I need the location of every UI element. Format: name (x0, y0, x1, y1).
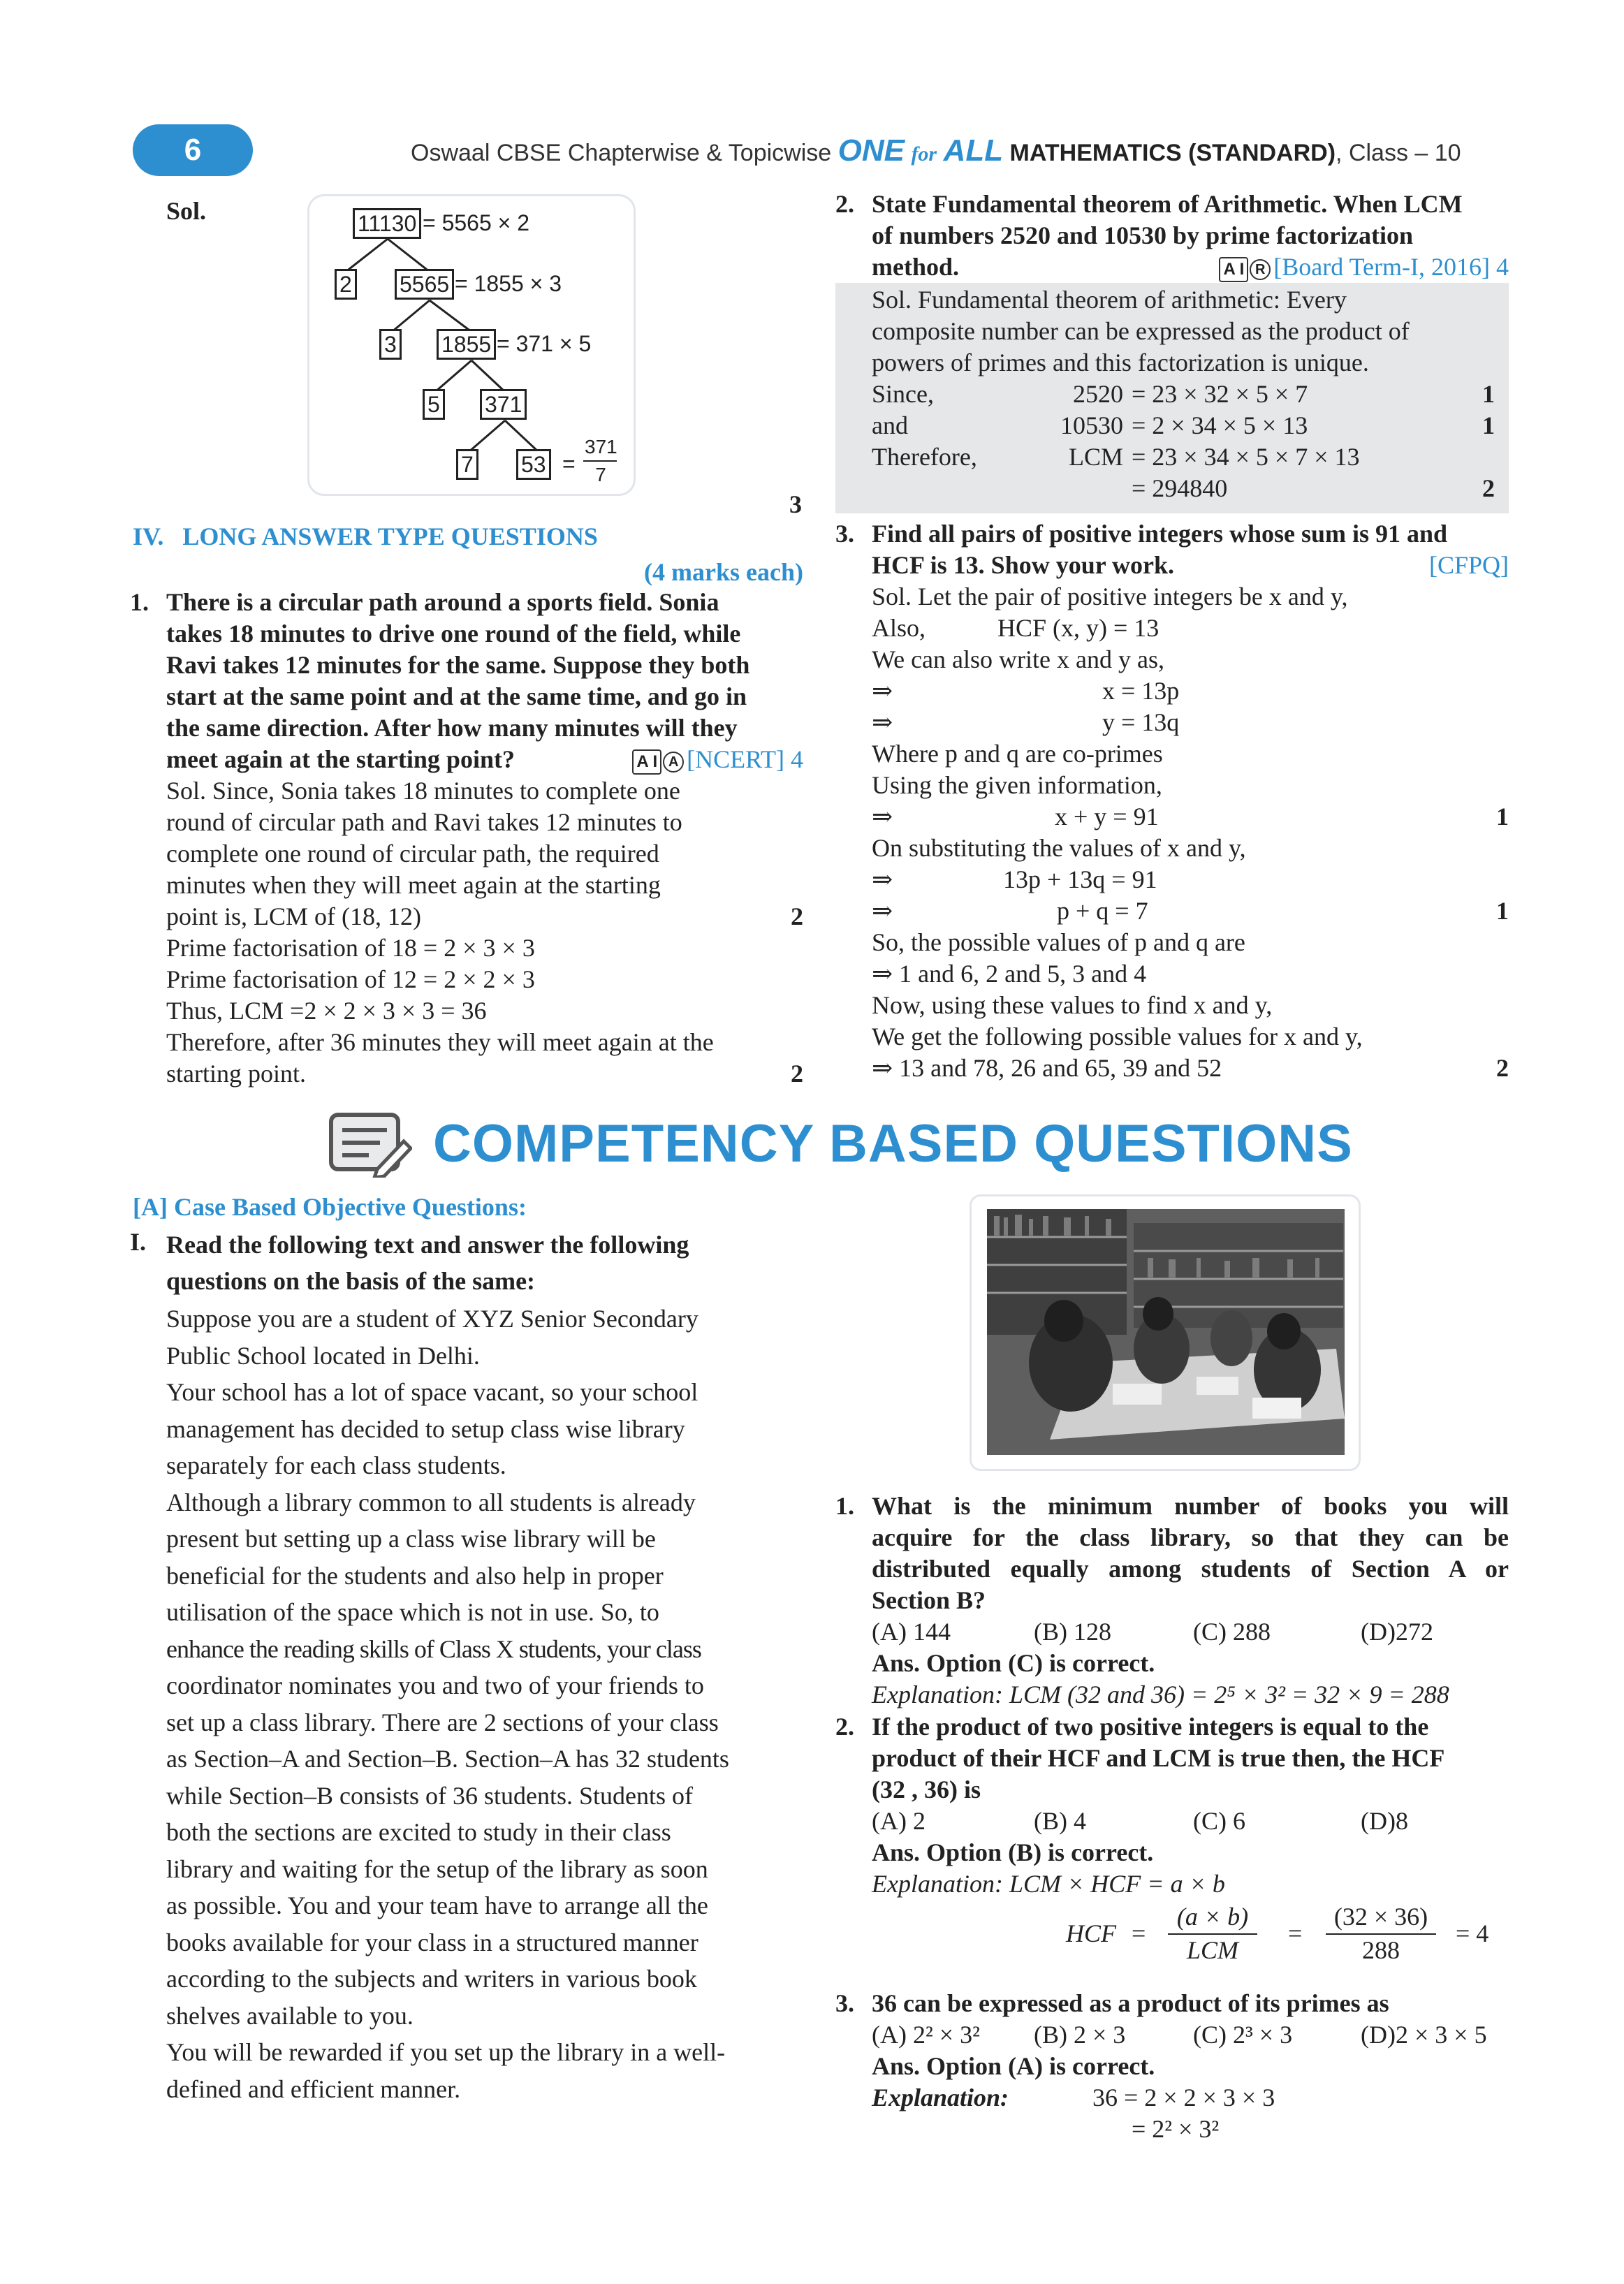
answer-line: Ans. Option (B) is correct. (872, 1838, 1154, 1866)
options-row (872, 2019, 1509, 2051)
ai-tag: A I (632, 749, 661, 775)
section-iv-marks: (4 marks each) (644, 558, 803, 586)
factor-row: Since, 2520 = 23 × 32 × 5 × 7 1 (872, 380, 1495, 408)
solution-line: Sol. Let the pair of positive integers be x and y, (872, 583, 1348, 610)
solution-line: Where p and q are co-primes (872, 740, 1163, 768)
option-b[interactable]: (B) 128 (1034, 1618, 1111, 1646)
question-line: distributed equally among students of Section A or (872, 1555, 1509, 1583)
option-a[interactable]: (A) 144 (872, 1618, 951, 1646)
library-photo-card (970, 1194, 1361, 1471)
solution-line: ⇒ 13 and 78, 26 and 65, 39 and 52 2 (872, 1054, 1509, 1082)
solution-line: ⇒ x = 13p (872, 677, 1180, 705)
tree-eq-1855: = 371 × 5 (497, 331, 592, 356)
question-line: Find all pairs of positive integers whose sum is 91 and (872, 520, 1448, 548)
running-header (411, 131, 1509, 170)
solution-line: Sol. Fundamental theorem of arithmetic: Every (872, 286, 1347, 314)
competency-title: COMPETENCY BASED QUESTIONS (433, 1114, 1353, 1173)
fraction-2-num: (32 × 36) (1333, 1903, 1428, 1931)
solution-line: powers of primes and this factorization is unique. (872, 349, 1369, 376)
eq-sign: = (1132, 1919, 1146, 1947)
case-heading: [A] Case Based Objective Questions: (133, 1193, 527, 1221)
answer-line: Ans. Option (C) is correct. (872, 1649, 1155, 1677)
solution-line: Now, using these values to find x and y, (872, 991, 1273, 1019)
tree-node-5565: 5565 (395, 269, 454, 300)
tree-node-53: 53 (516, 449, 551, 480)
question-line: Section B? (872, 1586, 986, 1614)
solution-line: round of circular path and Ravi takes 12 minutes to (166, 808, 682, 836)
solution-line: Therefore, after 36 minutes they will meet again at the (166, 1028, 714, 1056)
solution-line: ⇒ x + y = 91 1 (872, 803, 1509, 830)
tree-node-11130: 11130 (353, 208, 421, 239)
tree-node-7: 7 (456, 449, 478, 480)
tree-node-2: 2 (335, 269, 357, 300)
options-row (872, 1806, 1509, 1837)
explanation-line: Explanation: LCM (32 and 36) = 2⁵ × 3² = 32 × 9 = 288 (872, 1681, 1449, 1708)
solution-line: Using the given information, (872, 771, 1162, 799)
explanation-label: Explanation: (872, 2084, 1009, 2111)
series-title: Oswaal CBSE Chapterwise & Topicwise (411, 140, 832, 166)
tree-sol-label: Sol. (166, 197, 207, 225)
tree-node-371: 371 (480, 389, 527, 420)
solution-line: ⇒ 1 and 6, 2 and 5, 3 and 4 (872, 960, 1147, 988)
question-line: What is the minimum number of books you will (872, 1492, 1509, 1520)
solution-line: Also, HCF (x, y) = 13 (872, 614, 1160, 642)
question-line: State Fundamental theorem of Arithmetic. When LCM (872, 190, 1463, 218)
solution-line: ⇒ 13p + 13q = 91 (872, 865, 1157, 893)
brand-logo: ONE for ALL (837, 133, 1004, 168)
question-line: Ravi takes 12 minutes for the same. Suppose they both (166, 651, 750, 679)
section-iv-title: IV. LONG ANSWER TYPE QUESTIONS (133, 522, 598, 550)
option-a[interactable]: (A) 2² × 3² (872, 2021, 980, 2049)
option-c[interactable]: (C) 288 (1193, 1618, 1271, 1646)
tree-eq-11130: = 5565 × 2 (423, 210, 530, 235)
solution-line: ⇒ y = 13q (872, 708, 1180, 736)
option-b[interactable]: (B) 2 × 3 (1034, 2021, 1126, 2049)
solution-line: On substituting the values of x and y, (872, 834, 1246, 862)
option-c[interactable]: (C) 2³ × 3 (1193, 2021, 1293, 2049)
question-line: method. (872, 253, 959, 281)
question-line: acquire for the class library, so that they can be (872, 1523, 1509, 1551)
question-line: product of their HCF and LCM is true then, the HCF (872, 1744, 1445, 1772)
ai-tag: A I (1219, 257, 1248, 282)
page-number-badge (133, 124, 253, 176)
option-a[interactable]: (A) 2 (872, 1807, 926, 1835)
tree-node-1855: 1855 (437, 329, 496, 360)
case-passage: Suppose you are a student of XYZ Senior Secondary Public School located in Delhi. Your school has a lot of space vacant, so your school management has decided to setup class wise library separately for each class students. Although a library common to all students is already present but setting up a class wise library will be beneficial for the students and also help in proper utilisation of the space which is not in use. So, to enhance the reading skills of Class X students, your class coordinator nominates you and two of your friends to set up a class library. There are 2 sections of your class as Section–A and Section–B. Section–A has 32 students while Section–B consists of 36 students. Students of both the sections are excited to study in their class library and waiting for the setup of the library as soon as possible. You and your team have to arrange all the books available for your class in a structured manner according to the subjects and writers in various book shelves available to you. You will be rewarded if you set up the library in a well- defined and efficient manner. (166, 1305, 729, 2103)
hcf-label: HCF (1066, 1919, 1116, 1947)
solution-line: starting point. 2 (166, 1060, 803, 1088)
tree-frac-num: 371 (585, 436, 617, 457)
tree-node-3: 3 (379, 329, 402, 360)
case-intro: Read the following text and answer the following (166, 1231, 689, 1259)
question-reference: [Board Term-I, 2016] 4 (1273, 253, 1509, 281)
factor-row: Therefore, LCM = 23 × 34 × 5 × 7 × 13 (872, 443, 1360, 471)
question-line: HCF is 13. Show your work. (872, 551, 1175, 579)
solution-line: We can also write x and y as, (872, 645, 1164, 673)
tree-eq-5565: = 1855 × 3 (455, 271, 562, 296)
fraction-2-den: 288 (1362, 1936, 1400, 1964)
question-line: There is a circular path around a sports field. Sonia (166, 588, 719, 616)
tree-eq-sign: = (562, 451, 576, 476)
level-circle-icon: R (1250, 259, 1271, 280)
explanation-step-1: 36 = 2 × 2 × 3 × 3 (1092, 2084, 1275, 2111)
fraction-1-num: (a × b) (1176, 1903, 1249, 1931)
solution-line: Thus, LCM =2 × 2 × 3 × 3 = 36 (166, 997, 487, 1025)
case-intro: questions on the basis of the same: (166, 1267, 536, 1295)
q2-solution-box (835, 283, 1509, 513)
explanation-line: Explanation: LCM × HCF = a × b (872, 1870, 1225, 1898)
level-circle-icon: A (663, 752, 684, 773)
question-line: takes 18 minutes to drive one round of the field, while (166, 620, 741, 647)
factor-tree-card (307, 194, 636, 496)
solution-line: composite number can be expressed as the product of (872, 317, 1410, 345)
question-number: 3. (835, 1989, 854, 2017)
question-reference: [CFPQ] (1428, 551, 1509, 579)
options-row (872, 1616, 1509, 1648)
question-reference: [NCERT] 4 (687, 745, 803, 773)
eq-sign: = (1288, 1919, 1303, 1947)
solution-line: So, the possible values of p and q are (872, 928, 1245, 956)
solution-line: We get the following possible values for x and y, (872, 1023, 1363, 1051)
question-line: the same direction. After how many minutes will they (166, 714, 738, 742)
option-d[interactable]: (D)272 (1361, 1618, 1433, 1646)
fraction-1-den: LCM (1186, 1936, 1239, 1964)
answer-line: Ans. Option (A) is correct. (872, 2052, 1155, 2080)
hcf-fraction-equation (872, 1900, 1509, 1970)
option-c[interactable]: (C) 6 (1193, 1807, 1245, 1835)
question-number: 2. (835, 1713, 854, 1741)
solution-line: complete one round of circular path, the required (166, 840, 659, 868)
explanation-step-2: = 2² × 3² (1132, 2115, 1220, 2143)
solution-line: Sol. Since, Sonia takes 18 minutes to complete one (166, 777, 680, 805)
question-line: of numbers 2520 and 10530 by prime factorization (872, 221, 1413, 249)
question-number: 2. (835, 190, 854, 218)
solution-line: Prime factorisation of 18 = 2 × 3 × 3 (166, 934, 535, 962)
question-line: 36 can be expressed as a product of its primes as (872, 1989, 1389, 2017)
solution-line: minutes when they will meet again at the starting (166, 871, 661, 899)
factor-row: = 294840 2 (1132, 474, 1495, 502)
subject-title: MATHEMATICS (STANDARD) (1009, 140, 1336, 166)
question-number: 3. (835, 520, 854, 548)
case-number: I. (130, 1228, 147, 1256)
question-line: (32 , 36) is (872, 1776, 981, 1803)
competency-icon (328, 1111, 412, 1178)
tree-mark: 3 (789, 490, 802, 518)
tree-frac-den: 7 (595, 464, 606, 485)
class-label: , Class – 10 (1336, 140, 1461, 166)
solution-line: ⇒ p + q = 7 1 (872, 897, 1509, 925)
tree-node-5: 5 (423, 389, 445, 420)
solution-line: Prime factorisation of 12 = 2 × 2 × 3 (166, 965, 535, 993)
page-number: 6 (184, 133, 202, 167)
option-d[interactable]: (D)8 (1361, 1807, 1408, 1835)
option-b[interactable]: (B) 4 (1034, 1807, 1086, 1835)
question-number: 1. (835, 1492, 854, 1520)
question-line: meet again at the starting point? (166, 745, 515, 773)
solution-line: point is, LCM of (18, 12) 2 (166, 902, 803, 930)
question-line: start at the same point and at the same time, and go in (166, 682, 747, 710)
factor-row: and 10530 = 2 × 34 × 5 × 13 1 (872, 411, 1495, 439)
question-line: If the product of two positive integers is equal to the (872, 1713, 1429, 1741)
option-d[interactable]: (D)2 × 3 × 5 (1361, 2021, 1487, 2049)
question-number: 1. (130, 588, 149, 616)
library-photo (987, 1209, 1345, 1455)
result: = 4 (1456, 1919, 1489, 1947)
